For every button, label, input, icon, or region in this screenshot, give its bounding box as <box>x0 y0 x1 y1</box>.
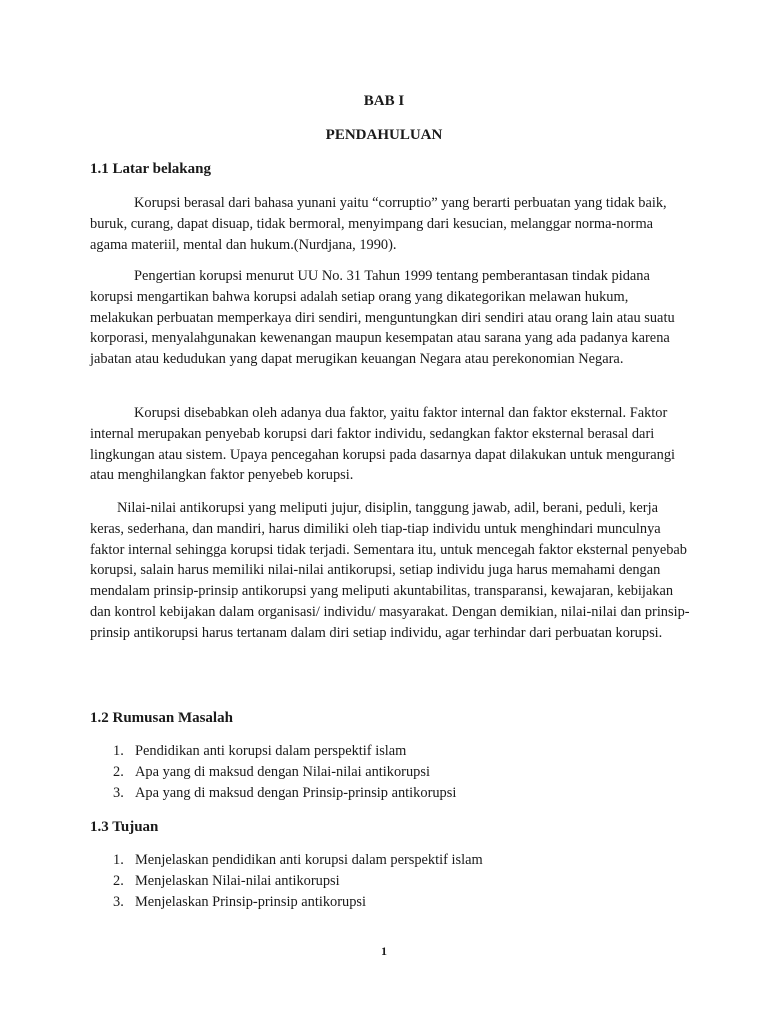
list-text: Pendidikan anti korupsi dalam perspektif islam <box>135 743 407 759</box>
list-item <box>90 871 483 892</box>
page-number: 1 <box>381 944 387 958</box>
list-number: 1. <box>113 852 124 868</box>
list-number: 3. <box>113 784 124 801</box>
paragraph-factors: Korupsi disebabkan oleh adanya dua faktor, yaitu faktor internal dan faktor eksternal. Faktor internal merupakan penyebab korupsi dari faktor individu, sedangkan faktor eksternal berasal dari lingkungan atau sistem. Upaya pencegahan korupsi pada dasarnya dapat dilakukan untuk mengurangi atau menghilangkan faktor penyebeb korupsi. <box>90 405 676 484</box>
tujuan-list <box>90 850 483 912</box>
list-number: 3. <box>113 893 124 910</box>
list-text: Apa yang di maksud dengan Prinsip-prinsip antikorupsi <box>135 784 457 801</box>
rumusan-masalah-list <box>90 741 456 803</box>
paragraph-values: Nilai-nilai antikorupsi yang meliputi jujur, disiplin, tanggung jawab, adil, berani, peduli, kerja keras, sederhana, dan mandiri, harus dimiliki oleh tiap-tiap individu untuk menghindari munculnya faktor internal sehingga korupsi tidak terjadi. Sementara itu, untuk mencegah faktor eksternal penyebab korupsi, salain harus memiliki nilai-nilai antikorupsi, setiap individu juga harus memahami dengan mendalam prinsip-prinsip antikorupsi yang meliputi akuntabilitas, transparansi, kewajaran, kebijakan dan kontrol kebijakan dalam organisasi/ individu/ masyarakat. Dengan demikian, nilai-nilai dan prinsip-prinsip antikorupsi harus tertanam dalam diri setiap individu, agar terhindar dari perbuatan korupsi. <box>90 500 690 641</box>
paragraph-definition: Korupsi berasal dari bahasa yunani yaitu “corruptio” yang berarti perbuatan yang tidak baik, buruk, curang, dapat disuap, tidak bermoral, menyimpang dari kesucian, melanggar norma-norma agama materiil, mental dan hukum.(Nurdjana, 1990). <box>90 195 667 253</box>
list-number: 1. <box>113 743 124 759</box>
section-heading-rumusan-masalah: 1.2 Rumusan Masalah <box>90 710 233 726</box>
list-item <box>90 741 456 762</box>
list-item <box>90 783 456 804</box>
section-heading-tujuan: 1.3 Tujuan <box>90 819 159 835</box>
paragraph-uu-definition: Pengertian korupsi menurut UU No. 31 Tahun 1999 tentang pemberantasan tindak pidana korupsi mengartikan bahwa korupsi adalah setiap orang yang dikategorikan melawan hukum, melakukan perbuatan memperkaya diri sendiri, menguntungkan diri sendiri atau orang lain atau suatu korporasi, menyalahgunakan kewenangan maupun kesempatan atau sarana yang ada padanya karena jabatan atau kedudukan yang dapat merugikan keuangan Negara atau perekonomian Negara. <box>90 268 675 368</box>
list-text: Menjelaskan pendidikan anti korupsi dalam perspektif islam <box>135 852 483 868</box>
chapter-title: PENDAHULUAN <box>325 127 443 143</box>
list-number: 2. <box>113 872 124 889</box>
list-text: Menjelaskan Prinsip-prinsip antikorupsi <box>135 893 367 910</box>
list-number: 2. <box>113 763 124 780</box>
list-text: Apa yang di maksud dengan Nilai-nilai antikorupsi <box>135 763 430 780</box>
list-item <box>90 892 483 913</box>
list-item <box>90 762 456 783</box>
list-item <box>90 850 483 871</box>
chapter-label: BAB I <box>363 93 405 109</box>
section-heading-latar-belakang: 1.1 Latar belakang <box>90 161 211 177</box>
list-text: Menjelaskan Nilai-nilai antikorupsi <box>135 872 340 889</box>
